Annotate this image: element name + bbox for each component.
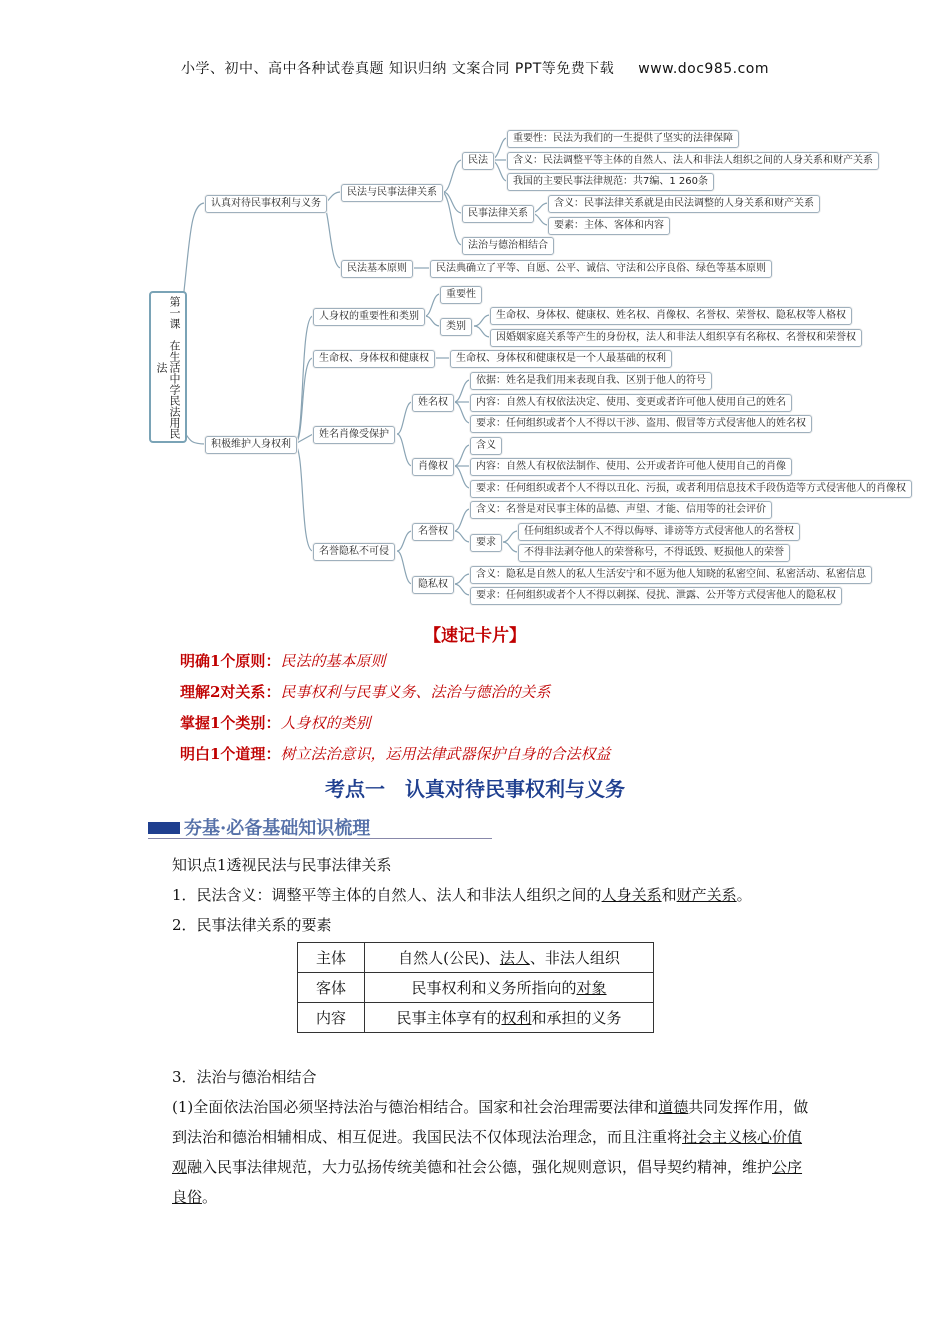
p1-label: 1．民法含义： xyxy=(172,886,272,904)
node-xxq: 肖像权 xyxy=(412,458,454,476)
node-my: 名誉隐私不可侵 xyxy=(313,543,395,561)
node-lb-1: 生命权、身体权、健康权、姓名权、肖像权、名誉权、荣誉权、隐私权等人格权 xyxy=(490,307,852,325)
node-xm: 姓名肖像受保护 xyxy=(313,426,395,444)
node-myq-1: 含义：名誉是对民事主体的品德、声望、才能、信用等的社会评价 xyxy=(470,501,772,519)
cards-title: 【速记卡片】 xyxy=(424,626,526,646)
card-line-4 xyxy=(180,743,610,764)
card-label: 掌握1个类别： xyxy=(180,714,281,732)
table-cell-key: 内容 xyxy=(298,1003,365,1033)
card-line-2 xyxy=(180,681,550,702)
table-row xyxy=(298,1003,654,1033)
paragraph-3-body: (1)全面依法治国必须坚持法治与德治相结合。国家和社会治理需要法律和道德共同发挥作用，做到法治和德治相辅相成、相互促进。我国民法不仅体现法治理念，而且注重将社会主义核心价值观融入民事法律规范，大力弘扬传统美德和社会公德，强化规则意识，倡导契约精神，维护公序良俗。 xyxy=(172,1098,809,1206)
node-ysq: 隐私权 xyxy=(412,576,454,594)
node-b1-2-1: 民法典确立了平等、自愿、公平、诚信、守法和公序良俗、绿色等基本原则 xyxy=(430,260,772,278)
card-label: 明白1个道理： xyxy=(180,745,281,763)
card-label: 理解2对关系： xyxy=(180,683,281,701)
mind-map xyxy=(0,0,950,620)
p1-underline: 人身关系 xyxy=(601,886,662,904)
p1-text: 调整平等主体的自然人、法人和非法人组织之间的 xyxy=(271,886,602,904)
card-text: 民事权利与民事义务、法治与德治的关系 xyxy=(280,683,551,701)
node-sm: 生命权、身体权和健康权 xyxy=(313,350,435,368)
node-fzdz: 法治与德治相结合 xyxy=(462,237,554,255)
sub-banner xyxy=(148,814,492,839)
node-xxq-1: 含义 xyxy=(470,437,502,455)
table-cell-key: 主体 xyxy=(298,943,365,973)
node-lb: 类别 xyxy=(440,318,472,336)
header-url[interactable]: www.doc985.com xyxy=(638,61,770,77)
card-line-1 xyxy=(180,650,385,671)
node-myq: 名誉权 xyxy=(412,523,454,541)
table-cell-value: 自然人(公民)、法人、非法人组织 xyxy=(365,943,654,973)
banner-bar xyxy=(148,822,180,834)
node-xmq-1: 依据：姓名是我们用来表现自我、区别于他人的符号 xyxy=(470,372,712,390)
table-cell-value: 民事权利和义务所指向的对象 xyxy=(365,973,654,1003)
node-lb-2: 因婚姻家庭关系等产生的身份权，法人和非法人组织享有名称权、名誉权和荣誉权 xyxy=(490,329,862,347)
section-title: 考点一 认真对待民事权利与义务 xyxy=(325,777,625,801)
node-b2: 积极维护人身权利 xyxy=(205,436,297,454)
node-minfa: 民法 xyxy=(462,152,494,170)
table-cell-key: 客体 xyxy=(298,973,365,1003)
node-sm-1: 生命权、身体权和健康权是一个人最基础的权利 xyxy=(450,350,672,368)
p1-underline: 财产关系 xyxy=(676,886,737,904)
card-label: 明确1个原则： xyxy=(180,652,281,670)
node-myq-2-1: 任何组织或者个人不得以侮辱、诽谤等方式侵害他人的名誉权 xyxy=(518,523,800,541)
node-msfl-2: 要素：主体、客体和内容 xyxy=(548,217,670,235)
node-b1-2: 民法基本原则 xyxy=(341,260,413,278)
card-line-3 xyxy=(180,712,370,733)
node-msfl-1: 含义：民事法律关系就是由民法调整的人身关系和财产关系 xyxy=(548,195,820,213)
knowledge-point-title: 知识点1透视民法与民事法律关系 xyxy=(172,856,392,874)
paragraph-3-title: 3．法治与德治相结合 xyxy=(172,1068,317,1086)
node-minfa-3: 我国的主要民事法律规范：共7编、1 260条 xyxy=(507,173,714,191)
card-text: 树立法治意识，运用法律武器保护自身的合法权益 xyxy=(280,745,611,763)
table-cell-value: 民事主体享有的权利和承担的义务 xyxy=(365,1003,654,1033)
node-xxq-2: 内容：自然人有权依法制作、使用、公开或者许可他人使用自己的肖像 xyxy=(470,458,792,476)
node-rsq: 人身权的重要性和类别 xyxy=(313,308,425,326)
node-ysq-2: 要求：任何组织或者个人不得以刺探、侵扰、泄露、公开等方式侵害他人的隐私权 xyxy=(470,587,842,605)
table-row xyxy=(298,973,654,1003)
card-text: 人身权的类别 xyxy=(280,714,371,732)
node-minfa-2: 含义：民法调整平等主体的自然人、法人和非法人组织之间的人身关系和财产关系 xyxy=(507,152,879,170)
node-myq-2-2: 不得非法剥夺他人的荣誉称号，不得诋毁、贬损他人的荣誉 xyxy=(518,544,790,562)
node-myq-2: 要求 xyxy=(470,534,502,552)
table-row xyxy=(298,943,654,973)
node-xmq: 姓名权 xyxy=(412,394,454,412)
paragraph-1 xyxy=(172,884,752,905)
node-xxq-3: 要求：任何组织或者个人不得以丑化、污损，或者利用信息技术手段伪造等方式侵害他人的肖像权 xyxy=(470,480,912,498)
node-ysq-1: 含义：隐私是自然人的私人生活安宁和不愿为他人知晓的私密空间、私密活动、私密信息 xyxy=(470,566,872,584)
paragraph-2: 2．民事法律关系的要素 xyxy=(172,916,332,934)
banner-text: 夯基·必备基础知识梳理 xyxy=(184,818,371,839)
node-zyx: 重要性 xyxy=(440,286,482,304)
p1-text: 和 xyxy=(661,886,677,904)
node-b1: 认真对待民事权利与义务 xyxy=(205,195,327,213)
node-msfl: 民事法律关系 xyxy=(462,205,534,223)
p1-text: 。 xyxy=(736,886,752,904)
node-minfa-1: 重要性：民法为我们的一生提供了坚实的法律保障 xyxy=(507,130,739,148)
elements-table xyxy=(297,942,654,1033)
mind-map-root: 第一课 在生活中学民法用民法 xyxy=(149,291,187,443)
card-text: 民法的基本原则 xyxy=(280,652,386,670)
node-b1-1: 民法与民事法律关系 xyxy=(341,184,443,202)
node-xmq-2: 内容：自然人有权依法决定、使用、变更或者许可他人使用自己的姓名 xyxy=(470,394,792,412)
node-xmq-3: 要求：任何组织或者个人不得以干涉、盗用、假冒等方式侵害他人的姓名权 xyxy=(470,415,812,433)
header-text: 小学、初中、高中各种试卷真题 知识归纳 文案合同 PPT等免费下载 xyxy=(180,61,615,77)
